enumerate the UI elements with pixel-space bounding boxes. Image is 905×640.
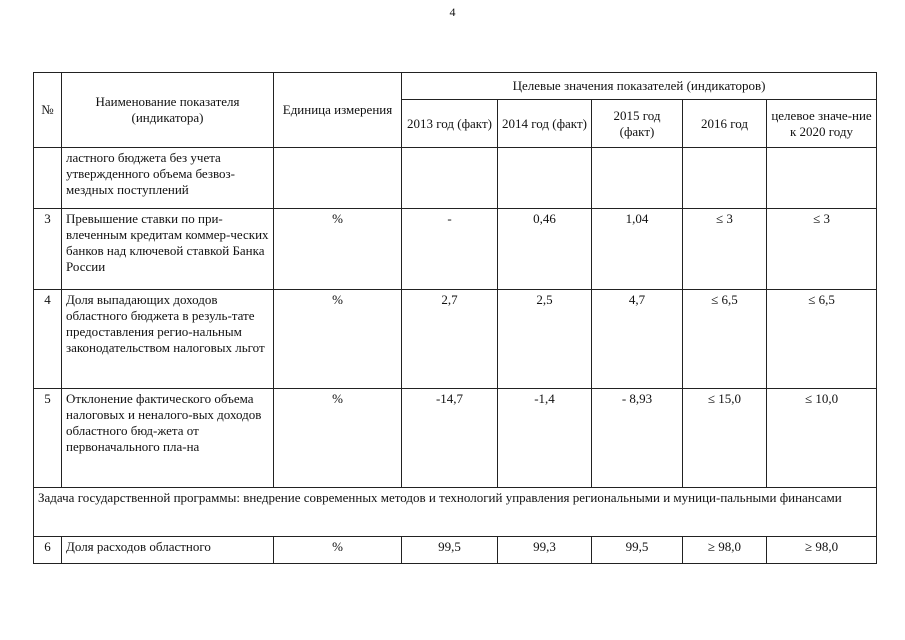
table-row [34,389,877,488]
header-year-2016: 2016 год [683,100,767,148]
row-value-2014: 99,3 [498,537,592,564]
header-year-2015: 2015 год (факт) [592,100,683,148]
row-value-2015: 4,7 [592,290,683,389]
row-value-2016: ≥ 98,0 [683,537,767,564]
task-row [34,488,877,537]
header-num: № [34,73,62,148]
row-num: 3 [34,209,62,290]
row-unit [274,148,402,209]
row-value-2013 [402,148,498,209]
row-value-2015: 1,04 [592,209,683,290]
header-unit: Единица измерения [274,73,402,148]
table-row [34,537,877,564]
row-value-2020: ≤ 10,0 [767,389,877,488]
row-value-2015: - 8,93 [592,389,683,488]
header-name: Наименование показателя (индикатора) [62,73,274,148]
table-row [34,148,877,209]
row-value-2014: -1,4 [498,389,592,488]
row-value-2014 [498,148,592,209]
row-value-2020 [767,148,877,209]
row-num: 4 [34,290,62,389]
task-description: Задача государственной программы: внедрение современных методов и технологий управления региональными и муници-пальными финансами [34,488,877,537]
row-unit: % [274,537,402,564]
header-targets-group: Целевые значения показателей (индикаторов) [402,73,877,100]
row-value-2015: 99,5 [592,537,683,564]
row-value-2013: 99,5 [402,537,498,564]
row-value-2020: ≥ 98,0 [767,537,877,564]
row-value-2013: - [402,209,498,290]
row-value-2013: -14,7 [402,389,498,488]
row-value-2014: 2,5 [498,290,592,389]
table-row [34,290,877,389]
row-value-2020: ≤ 6,5 [767,290,877,389]
row-num: 5 [34,389,62,488]
indicators-table [33,72,877,564]
header-target-2020: целевое значе-ние к 2020 году [767,100,877,148]
row-value-2016: ≤ 15,0 [683,389,767,488]
row-value-2016 [683,148,767,209]
row-value-2020: ≤ 3 [767,209,877,290]
row-num: 6 [34,537,62,564]
header-year-2014: 2014 год (факт) [498,100,592,148]
row-name: Отклонение фактического объема налоговых и неналого-вых доходов областного бюд-жета от первоначального пла-на [62,389,274,488]
header-year-2013: 2013 год (факт) [402,100,498,148]
row-value-2013: 2,7 [402,290,498,389]
row-name: Превышение ставки по при-влеченным кредитам коммер-ческих банков над ключевой ставкой Банка России [62,209,274,290]
row-num [34,148,62,209]
row-unit: % [274,209,402,290]
row-unit: % [274,389,402,488]
row-value-2016: ≤ 3 [683,209,767,290]
page-number: 4 [449,5,456,19]
row-unit: % [274,290,402,389]
table-header-row [34,73,877,100]
table-row [34,209,877,290]
row-value-2016: ≤ 6,5 [683,290,767,389]
row-name: Доля расходов областного [62,537,274,564]
row-value-2015 [592,148,683,209]
row-name: ластного бюджета без учета утвержденного объема безвоз-мездных поступлений [62,148,274,209]
row-value-2014: 0,46 [498,209,592,290]
row-name: Доля выпадающих доходов областного бюджета в резуль-тате предоставления регио-нальным законодательством налоговых льгот [62,290,274,389]
